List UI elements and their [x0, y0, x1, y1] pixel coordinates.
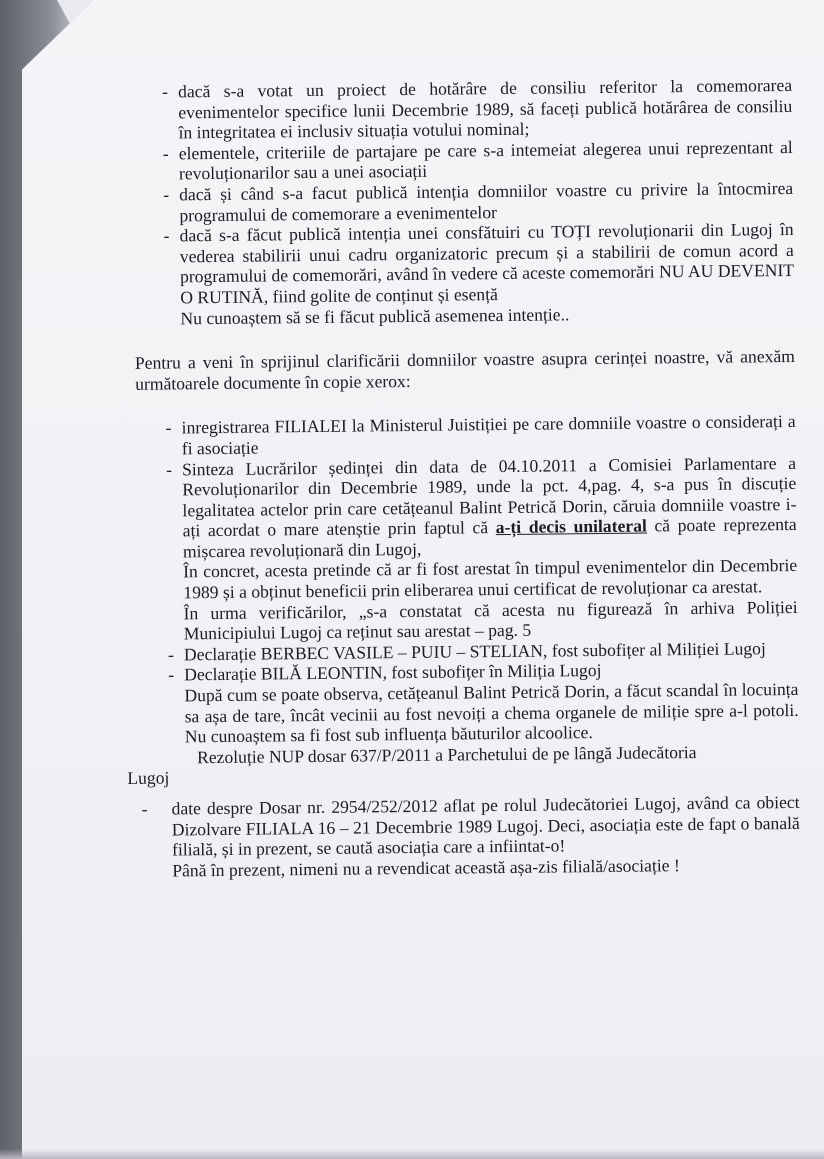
closing-statement: Până în prezent, nimeni nu a revendicat această așa-zis filială/asociație !: [172, 854, 680, 881]
synthesis-concrete: În concret, acesta pretinde că ar fi fost arestat în timpul evenimentelor din Decembrie 1989 și a obținut beneficii prin eliberarea unui certificat de revoluționar ca arestat.: [183, 555, 798, 603]
bullet-dash: -: [167, 644, 174, 665]
rezolutie-line: Rezoluție NUP dosar 637/P/2011 a Parchetului de pe lângă Judecătoria: [196, 741, 697, 768]
document-body: [120, 75, 800, 881]
item-text: Declarație BILĂ LEONTIN, fost subofițer în Miliția Lugoj: [184, 660, 602, 685]
item-text: inregistrarea FILIALEI la Ministerul Juistiției pe care domniile voastre o considerați a fi asociație: [181, 411, 796, 459]
item-text: Declarație BERBEC VASILE – PUIU – STELIAN, fost subofițer al Miliției Lugoj: [183, 638, 766, 665]
bullet-dash: -: [162, 143, 169, 164]
list-item: [121, 137, 793, 185]
no-intent-note: Nu cunoaștem să se fi făcut publică asemenea intenție..: [180, 303, 570, 328]
list-item-synthesis: [124, 452, 797, 562]
item-text: dacă și când s-a facut publică intenția domniilor voastre cu privire la întocmirea programului de comemorare a evenimentelor: [179, 177, 794, 225]
list-item: [122, 219, 795, 308]
synthesis-verification: În urma verificărilor, „s-a constatat că acesta nu figurează în arhiva Poliției Municipiului Lugoj ca reținut sau arestat – pag. 5: [183, 596, 798, 644]
bullet-dash: -: [163, 225, 170, 246]
emphasis-decided-unilaterally: a-ți decis unilateral: [495, 515, 647, 538]
item-text: dacă s-a făcut publică intenția unei consfătuiri cu TOȚI revoluționarii din Lugoj în vederea stabilirii unui cadru organizatoric precum și a stabilirii de comun acord a programului de comemorări, având în vedere că aceste comemorări NU AU DEVENIT O RUTINĂ, fiind golite de conținut și esență: [179, 219, 795, 308]
bullet-dash: -: [141, 798, 148, 819]
bullet-dash: -: [168, 664, 175, 685]
support-paragraph: Pentru a veni în sprijinul clarificării domniilor voastre asupra cerinței noastre, vă anexăm următoarele documente în copie xerox:: [134, 346, 796, 394]
bila-detail: După cum se poate observa, cetățeanul Balint Petrică Dorin, a făcut scandal în locuința sa așa de tare, încât vecinii au fost nevoiți a chema organele de miliție spre a-l potoli. Nu cunoaștem sa fi fost sub influența băuturilor alcoolice.: [184, 678, 799, 747]
synthesis-text-after: că poate reprezenta mișcarea revoluționară din Lugoj,: [182, 514, 797, 562]
page-bottom-edge: [0, 1149, 824, 1159]
bullet-dash: -: [161, 81, 169, 102]
list-item: [121, 178, 793, 226]
list-item: [120, 75, 793, 144]
item-text: elementele, criteriile de partajare pe care s-a intemeiat alegerea unui reprezentant al revoluționarilor sau a unei asociații: [178, 136, 793, 184]
bullet-dash: -: [165, 417, 172, 438]
synthesis-text-before: Sinteza Lucrărilor ședinței din data de 04.10.2011 a Comisiei Parlamentare a Revoluționarilor din Decembrie 1989, unde la pct. 4,pag. 4, s-a pus în discuție legalitatea actelor prin care cetățeanul Balint Petrică Dorin, căruia domniile voastre i-ați acordat o mare atenștie prin faptul că: [181, 452, 797, 541]
rezolutie-line-continued: Lugoj: [127, 767, 170, 789]
list-item-dosar: [128, 792, 801, 861]
item-text: dacă s-a votat un proiect de hotărâre de consiliu referitor la comemorarea evenimentelor specifice lunii Decembrie 1989, să faceți publică hotărârea de consiliu în integritatea ei inclusiv situația votului nominal;: [177, 74, 793, 143]
item-text: date despre Dosar nr. 2954/252/2012 aflat pe rolul Judecătoriei Lugoj, având ca obiect Dizolvare FILIALA 16 – 21 Decembrie 1989 Lugoj. Deci, asociația este de fapt o banală filială, și in prezent, se caută asociația care a infiintat-o!: [171, 791, 800, 860]
bullet-dash: -: [163, 184, 170, 205]
list-item-registration: [124, 411, 796, 459]
bullet-dash: -: [165, 458, 173, 480]
